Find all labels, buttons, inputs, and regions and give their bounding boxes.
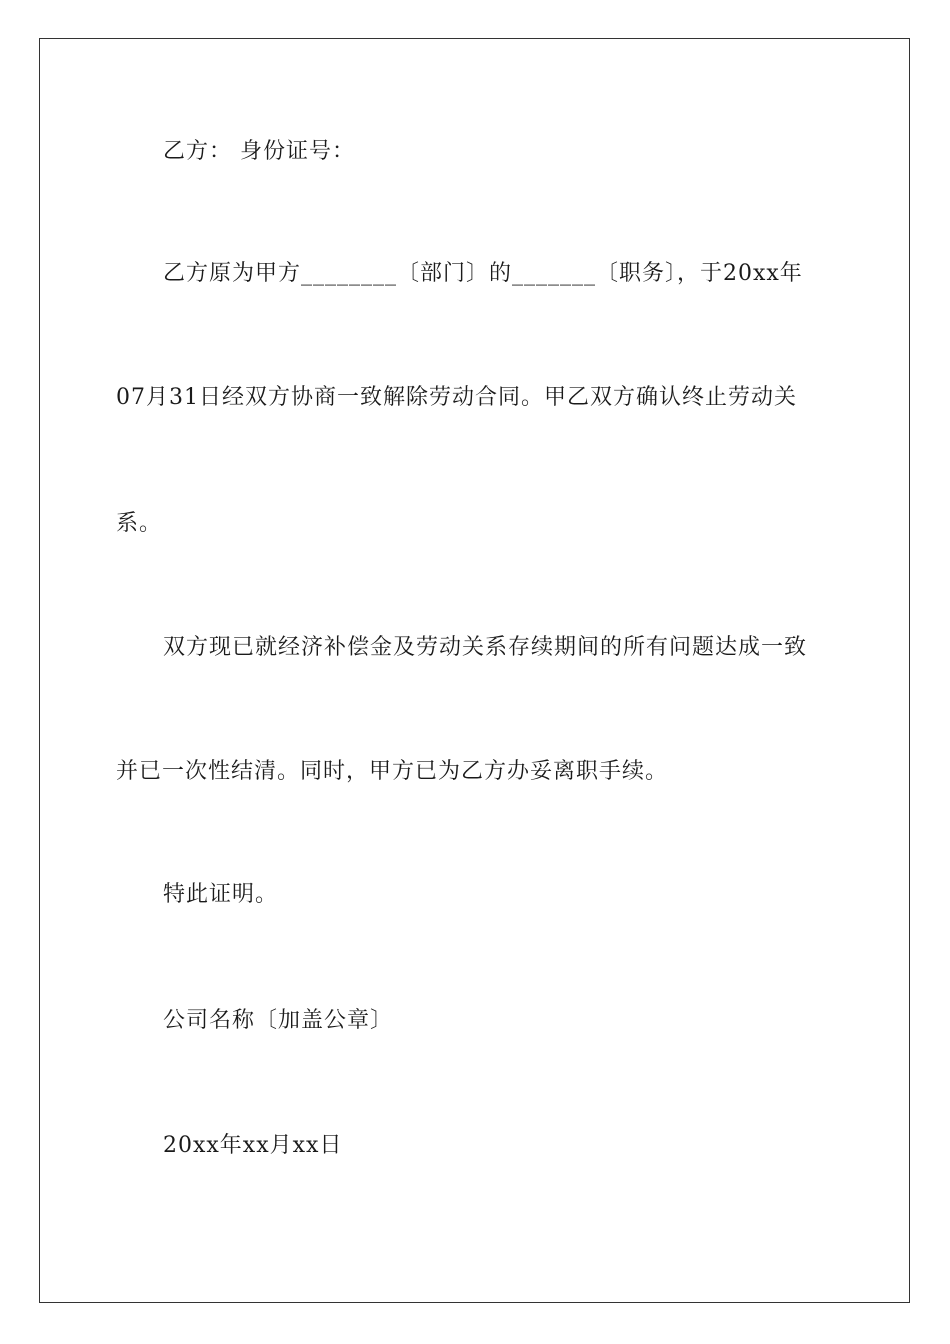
paragraph-2-line-2: 并已一次性结清。同时，甲方已为乙方办妥离职手续。 — [116, 759, 669, 784]
paragraph-1-line-2: 07月31日经双方协商一致解除劳动合同。甲乙双方确认终止劳动关 — [116, 385, 797, 410]
page-border — [39, 38, 910, 1303]
document-date: 20xx年xx月xx日 — [163, 1133, 343, 1158]
party-b-id-line: 乙方： 身份证号： — [163, 139, 355, 164]
paragraph-1-line-3: 系。 — [116, 511, 163, 536]
paragraph-1-line-1: 乙方原为甲方________〔部门〕的_______〔职务〕，于20xx年 — [163, 261, 803, 286]
certification-statement: 特此证明。 — [163, 882, 279, 907]
paragraph-2-line-1: 双方现已就经济补偿金及劳动关系存续期间的所有问题达成一致 — [163, 635, 808, 660]
company-name-seal: 公司名称〔加盖公章〕 — [163, 1008, 394, 1033]
